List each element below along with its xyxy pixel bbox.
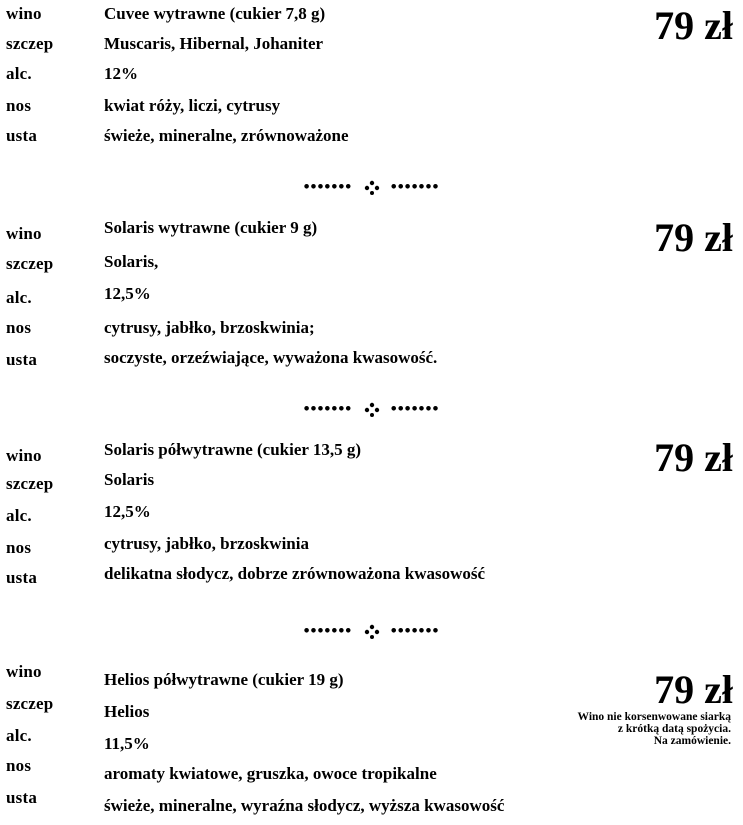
- wine-entry-helios: [0, 662, 743, 825]
- section-divider: [0, 176, 743, 197]
- wine-nose: cytrusy, jabłko, brzoskwinia: [104, 534, 309, 553]
- note-line: z krótką datą spożycia.: [617, 723, 731, 735]
- wine-nose: kwiat róży, liczi, cytrusy: [104, 96, 281, 115]
- wine-name: Solaris wytrawne (cukier 9 g): [104, 218, 318, 237]
- label-alc: alc.: [6, 726, 32, 745]
- wine-grape: Helios: [104, 702, 150, 721]
- label-nose: nos: [6, 538, 32, 557]
- label-mouth: usta: [6, 568, 38, 587]
- nose-row: [0, 534, 743, 562]
- divider-dots-left: •••••••: [303, 621, 353, 641]
- label-grape: szczep: [6, 694, 54, 713]
- label-alc: alc.: [6, 64, 32, 83]
- wine-nose: aromaty kwiatowe, gruszka, owoce tropikalne: [104, 764, 437, 783]
- note-line: Wino nie korsenwowane siarką: [577, 711, 731, 723]
- wine-alc: 12%: [104, 64, 138, 83]
- wine-alc: 12,5%: [104, 502, 151, 521]
- alc-row: [0, 64, 743, 92]
- wine-mouth: świeże, mineralne, wyraźna słodycz, wyższa kwasowość: [104, 796, 505, 815]
- mouth-row: [0, 790, 743, 818]
- wine-entry-solaris-semidry: [0, 436, 743, 596]
- label-alc: alc.: [6, 506, 32, 525]
- ornament-icon: [362, 179, 382, 195]
- divider-dots-left: •••••••: [303, 177, 353, 197]
- label-grape: szczep: [6, 254, 54, 273]
- wine-mouth: soczyste, orzeźwiające, wyważona kwasowość.: [104, 348, 438, 367]
- label-wine: wino: [6, 224, 42, 243]
- wine-name: Helios półwytrawne (cukier 19 g): [104, 670, 344, 689]
- section-divider: [0, 398, 743, 419]
- wine-row: [0, 662, 743, 690]
- label-nose: nos: [6, 318, 32, 337]
- grape-row: [0, 470, 743, 498]
- alc-row: [0, 284, 743, 312]
- wine-price: 79 zł: [654, 3, 733, 48]
- label-wine: wino: [6, 4, 42, 23]
- label-grape: szczep: [6, 474, 54, 493]
- wine-mouth: delikatna słodycz, dobrze zrównoważona kwasowość: [104, 564, 486, 583]
- wine-price: 79 zł: [654, 435, 733, 480]
- mouth-row: [0, 126, 743, 154]
- divider-dots-right: •••••••: [390, 177, 440, 197]
- wine-alc: 12,5%: [104, 284, 151, 303]
- nose-row: [0, 758, 743, 786]
- grape-row: [0, 252, 743, 280]
- ornament-icon: [362, 623, 382, 639]
- wine-alc: 11,5%: [104, 734, 150, 753]
- mouth-row: [0, 564, 743, 592]
- wine-grape: Solaris: [104, 470, 155, 489]
- wine-price: 79 zł: [654, 215, 733, 260]
- grape-row: [0, 34, 743, 62]
- ornament-icon: [362, 401, 382, 417]
- label-wine: wino: [6, 446, 42, 465]
- wine-mouth: świeże, mineralne, zrównoważone: [104, 126, 349, 145]
- note-line: Na zamówienie.: [653, 735, 731, 747]
- wine-price: 79 zł: [654, 667, 733, 712]
- wine-entry-cuvee: [0, 0, 743, 170]
- availability-note: [471, 711, 731, 747]
- label-mouth: usta: [6, 126, 38, 145]
- label-nose: nos: [6, 756, 32, 775]
- label-mouth: usta: [6, 788, 38, 807]
- mouth-row: [0, 348, 743, 376]
- wine-nose: cytrusy, jabłko, brzoskwinia;: [104, 318, 315, 337]
- section-divider: [0, 620, 743, 641]
- nose-row: [0, 318, 743, 346]
- label-wine: wino: [6, 662, 42, 681]
- wine-grape: Solaris,: [104, 252, 159, 271]
- alc-row: [0, 502, 743, 530]
- divider-dots-left: •••••••: [303, 399, 353, 419]
- divider-dots-right: •••••••: [390, 399, 440, 419]
- divider-dots-right: •••••••: [390, 621, 440, 641]
- label-alc: alc.: [6, 288, 32, 307]
- wine-name: Cuvee wytrawne (cukier 7,8 g): [104, 4, 326, 23]
- label-mouth: usta: [6, 350, 38, 369]
- wine-row: [0, 4, 743, 32]
- wine-row: [0, 218, 743, 246]
- label-grape: szczep: [6, 34, 54, 53]
- wine-entry-solaris-dry: [0, 214, 743, 394]
- wine-row: [0, 440, 743, 468]
- wine-grape: Muscaris, Hibernal, Johaniter: [104, 34, 324, 53]
- nose-row: [0, 96, 743, 124]
- label-nose: nos: [6, 96, 32, 115]
- wine-name: Solaris półwytrawne (cukier 13,5 g): [104, 440, 362, 459]
